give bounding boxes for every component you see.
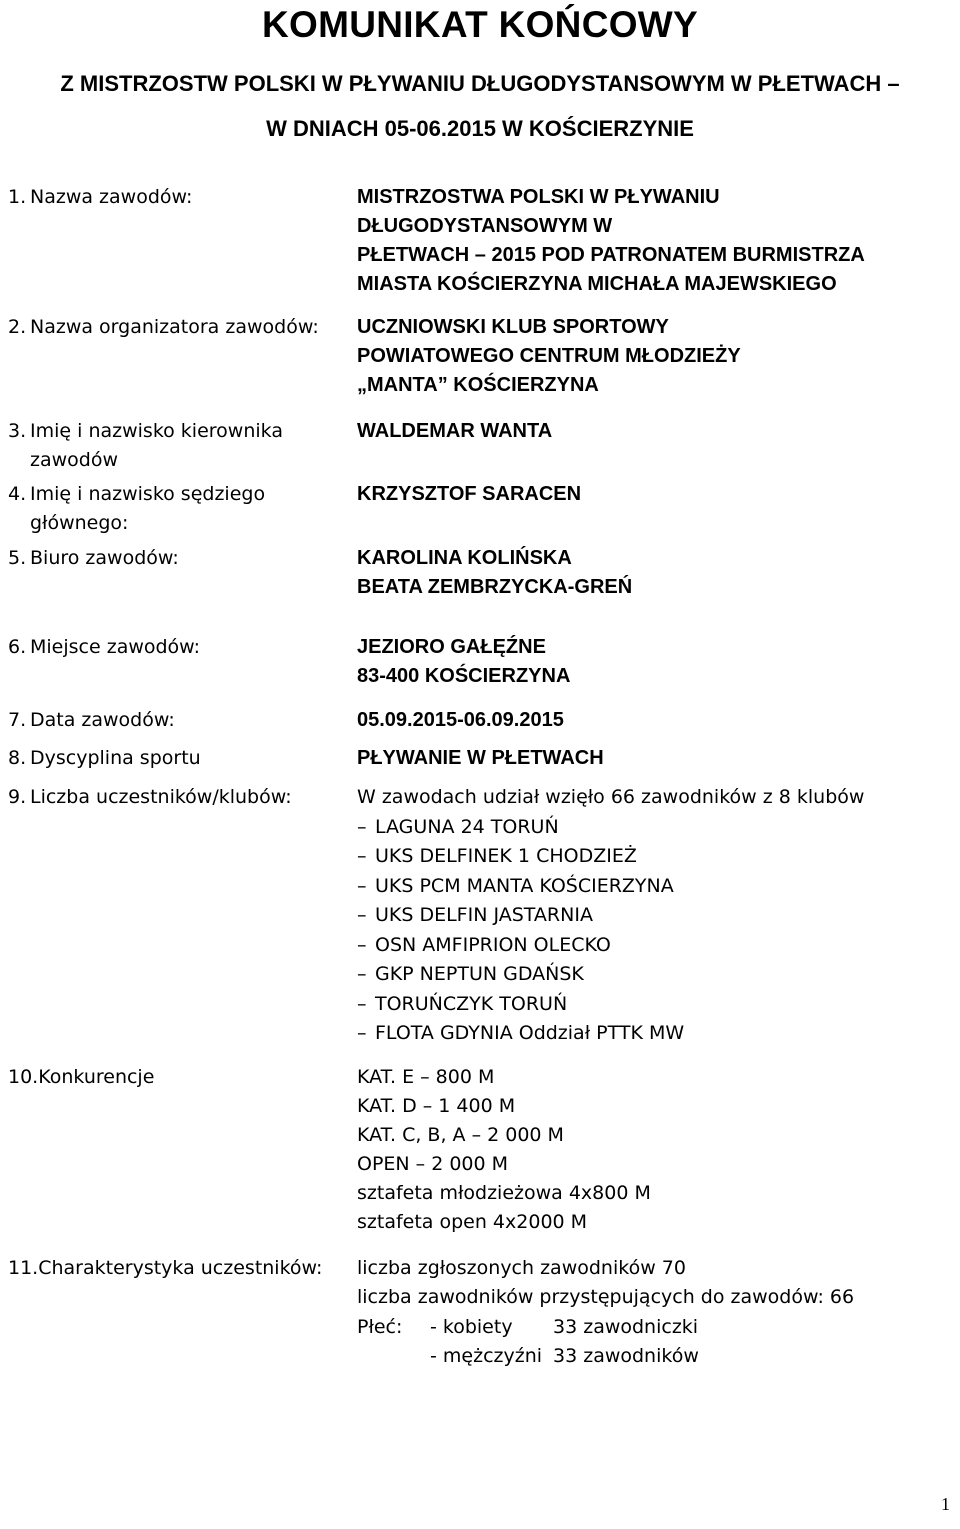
item-6-value-line: 83-400 KOŚCIERZYNA — [357, 665, 571, 687]
item-3-number: 3. — [8, 420, 27, 442]
item-7-label — [8, 706, 175, 735]
item-1-value-line: DŁUGODYSTANSOWYM W — [357, 215, 613, 237]
item-5-value — [357, 544, 632, 602]
item-1-value-line: MIASTA KOŚCIERZYNA MICHAŁA MAJEWSKIEGO — [357, 273, 837, 295]
dash-bullet-icon: – — [357, 934, 367, 956]
item-1-value-line: MISTRZOSTWA POLSKI W PŁYWANIU — [357, 186, 720, 208]
club-list-item — [357, 842, 637, 871]
club-name: UKS PCM MANTA KOŚCIERZYNA — [375, 875, 674, 897]
club-name: GKP NEPTUN GDAŃSK — [375, 963, 584, 985]
dash-bullet-icon: – — [357, 816, 367, 838]
item-9-value: W zawodach udział wzięło 66 zawodników z 8 klubów — [357, 786, 865, 808]
item-10-label: 10.Konkurencje — [8, 1066, 155, 1088]
item-5-number: 5. — [8, 547, 27, 569]
item-6-label — [8, 633, 200, 662]
dash-bullet-icon: – — [357, 993, 367, 1015]
men-label: - mężczyźni — [430, 1345, 543, 1367]
item-7-label-text: Data zawodów: — [30, 709, 175, 731]
item-9-label — [8, 783, 292, 812]
item-7-number: 7. — [8, 709, 27, 731]
item-5-value-line: BEATA ZEMBRZYCKA-GREŃ — [357, 576, 633, 598]
dash-bullet-icon: – — [357, 875, 367, 897]
sex-label: Płeć: — [357, 1316, 403, 1338]
item-10-value — [357, 1063, 651, 1237]
men-value: 33 zawodników — [553, 1345, 699, 1367]
item-11-label: 11.Charakterystyka uczestników: — [8, 1257, 323, 1279]
item-4-label — [8, 480, 278, 538]
club-name: FLOTA GDYNIA Oddział PTTK MW — [375, 1022, 685, 1044]
item-1-label-text: Nazwa zawodów: — [30, 186, 193, 208]
item-11-value — [357, 1254, 854, 1312]
club-name: UKS DELFIN JASTARNIA — [375, 904, 593, 926]
club-list-item — [357, 960, 584, 989]
item-5-value-line: KAROLINA KOLIŃSKA — [357, 547, 572, 569]
event-line: sztafeta open 4x2000 M — [357, 1211, 588, 1233]
item-5-label — [8, 544, 179, 573]
item-3-value: WALDEMAR WANTA — [357, 420, 553, 442]
item-2-value — [357, 313, 741, 400]
item-4-number: 4. — [8, 483, 27, 505]
women-value: 33 zawodniczki — [553, 1316, 699, 1338]
event-line: KAT. E – 800 M — [357, 1066, 495, 1088]
item-2-number: 2. — [8, 316, 27, 338]
dash-bullet-icon: – — [357, 845, 367, 867]
item-1-value-line: PŁETWACH – 2015 POD PATRONATEM BURMISTRZA — [357, 244, 865, 266]
item-6-number: 6. — [8, 636, 27, 658]
subtitle-line-1: Z MISTRZOSTW POLSKI W PŁYWANIU DŁUGODYSTANSOWYM W PŁETWACH – — [60, 71, 900, 96]
item-6-value-line: JEZIORO GAŁĘŹNE — [357, 636, 546, 658]
club-list-item — [357, 931, 611, 960]
item-8-number: 8. — [8, 747, 27, 769]
club-list-item — [357, 813, 559, 842]
item-3-label-text: Imię i nazwisko kierownika zawodów — [30, 420, 283, 471]
item-6-value — [357, 633, 570, 691]
item-9-number: 9. — [8, 786, 27, 808]
event-line: KAT. D – 1 400 M — [357, 1095, 516, 1117]
club-list-item — [357, 1019, 684, 1048]
item-8-label-text: Dyscyplina sportu — [30, 747, 201, 769]
event-line: OPEN – 2 000 M — [357, 1153, 509, 1175]
club-name: UKS DELFINEK 1 CHODZIEŻ — [375, 845, 637, 867]
dash-bullet-icon: – — [357, 1022, 367, 1044]
club-list-item — [357, 990, 567, 1019]
women-label: - kobiety — [430, 1316, 513, 1338]
item-11-value-line: liczba zawodników przystępujących do zawodów: 66 — [357, 1286, 855, 1308]
item-2-label-text: Nazwa organizatora zawodów: — [30, 316, 319, 338]
item-6-label-text: Miejsce zawodów: — [30, 636, 201, 658]
item-2-value-line: „MANTA” KOŚCIERZYNA — [357, 374, 599, 396]
item-1-number: 1. — [8, 186, 27, 208]
item-5-label-text: Biuro zawodów: — [30, 547, 179, 569]
item-2-value-line: POWIATOWEGO CENTRUM MŁODZIEŻY — [357, 345, 741, 367]
page-title: KOMUNIKAT KOŃCOWY — [261, 4, 699, 45]
item-9-label-text: Liczba uczestników/klubów: — [30, 786, 292, 808]
item-7-value: 05.09.2015-06.09.2015 — [357, 709, 564, 731]
item-8-label — [8, 744, 201, 773]
dash-bullet-icon: – — [357, 904, 367, 926]
item-1-label — [8, 183, 192, 212]
item-2-value-line: UCZNIOWSKI KLUB SPORTOWY — [357, 316, 669, 338]
item-4-value: KRZYSZTOF SARACEN — [357, 483, 582, 505]
subtitle-line-2: W DNIACH 05-06.2015 W KOŚCIERZYNIE — [266, 116, 694, 141]
item-2-label — [8, 313, 319, 342]
item-11-value-line: liczba zgłoszonych zawodników 70 — [357, 1257, 686, 1279]
club-name: TORUŃCZYK TORUŃ — [375, 993, 568, 1015]
item-4-label-text: Imię i nazwisko sędziego głównego: — [30, 483, 266, 534]
dash-bullet-icon: – — [357, 963, 367, 985]
item-3-label — [8, 417, 298, 475]
page-number: 1 — [941, 1494, 950, 1514]
club-list-item — [357, 872, 674, 901]
club-list-item — [357, 901, 593, 930]
item-8-value: PŁYWANIE W PŁETWACH — [357, 747, 604, 769]
club-name: LAGUNA 24 TORUŃ — [375, 816, 559, 838]
club-name: OSN AMFIPRION OLECKO — [375, 934, 611, 956]
event-line: KAT. C, B, A – 2 000 M — [357, 1124, 564, 1146]
event-line: sztafeta młodzieżowa 4x800 M — [357, 1182, 651, 1204]
item-1-value — [357, 183, 865, 299]
